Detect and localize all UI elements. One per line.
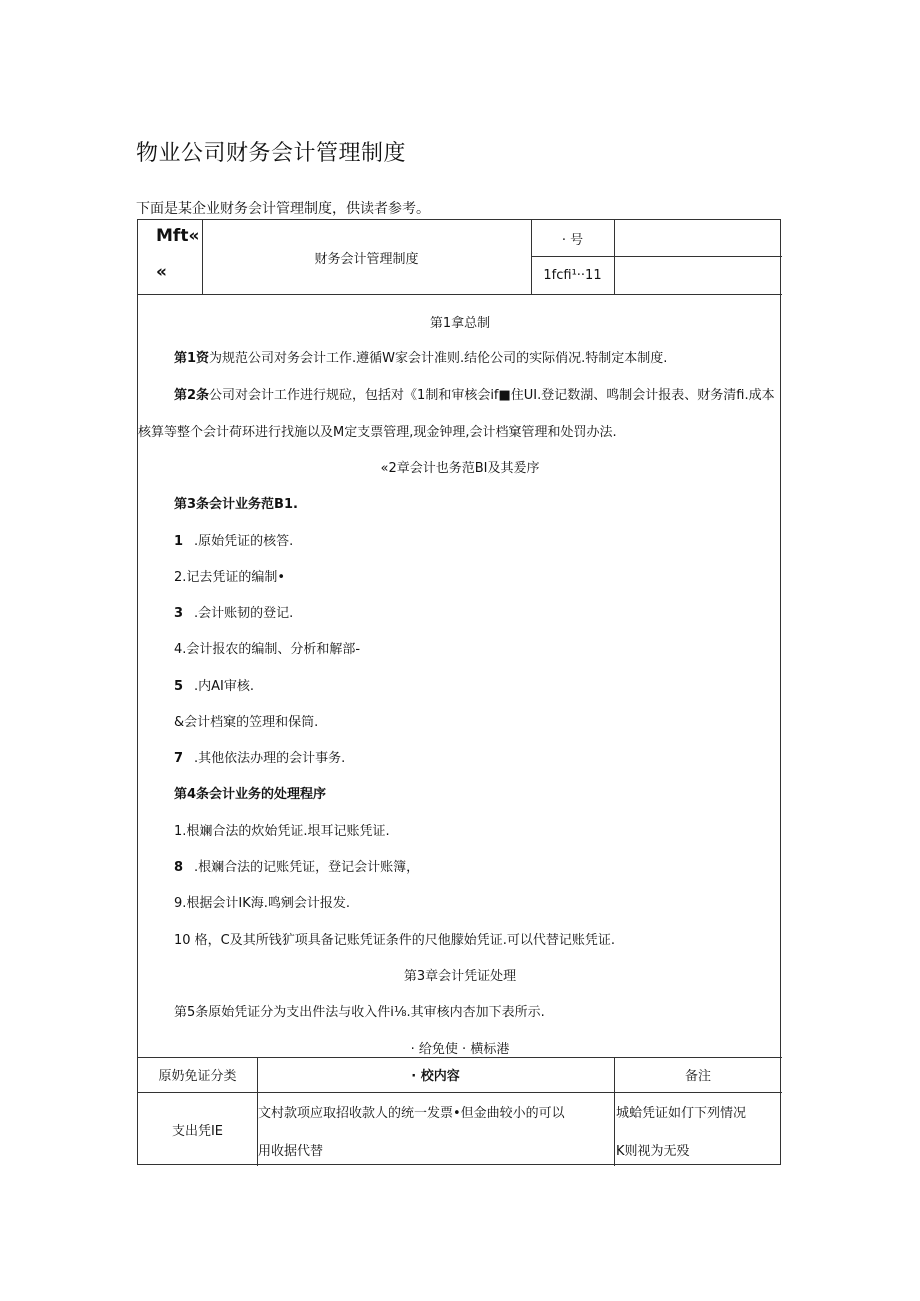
table-row-category: 支出凭IE bbox=[171, 1123, 224, 1139]
article-3: 第3条会计业务范B1. bbox=[174, 497, 298, 512]
table-header-note: 备注 bbox=[684, 1069, 711, 1084]
company-logo-text: Mft« bbox=[156, 226, 200, 246]
table-header-content: · 校内容 bbox=[411, 1069, 460, 1084]
article-1 bbox=[174, 347, 667, 366]
table-row-note: 城蛤凭证如仃下列情况 bbox=[616, 1106, 747, 1121]
article-2-text: 公司对会计工作进行规砬，包括对《1制和审核会if■住UI.登记数湖、鸣制会计报表、财务清fi.成本 bbox=[209, 388, 775, 403]
list-item bbox=[174, 602, 293, 621]
date-label: 1fcfi¹··11 bbox=[543, 267, 602, 283]
document-name: 财务会计管理制度 bbox=[314, 251, 419, 267]
article-1-number: 第1资 bbox=[174, 351, 210, 366]
regulation-sheet bbox=[137, 219, 781, 1165]
procedure-item: 10 格，C及其所钱犷项具备记账凭证条件的尺他朦始凭证.可以代替记账凭证. bbox=[174, 933, 616, 948]
list-item-number: 7 bbox=[174, 751, 184, 766]
list-item-number: 3 bbox=[174, 606, 184, 621]
table-row-content-2: 用收据代替 bbox=[258, 1144, 324, 1159]
article-2-continued: 核算等整个会计荷环进行找施以及M定支票管理,现金钟理,会计档窠管理和处罚办法. bbox=[138, 425, 617, 440]
table-row-content: 文村款项应取招收款人的统一发票•但金曲较小的可以 bbox=[258, 1106, 565, 1121]
article-2 bbox=[174, 384, 775, 403]
list-item bbox=[174, 530, 293, 549]
table-caption: · 给免使 · 横标港 bbox=[410, 1042, 510, 1057]
list-item: 4.会计报农的编制、分析和解部- bbox=[174, 642, 361, 657]
code-value bbox=[614, 220, 782, 256]
list-item: 2.记去凭证的编制• bbox=[174, 570, 286, 585]
article-2-number: 第2条 bbox=[174, 388, 210, 403]
table-row-note-2: K则视为无殁 bbox=[616, 1144, 690, 1159]
procedure-item-number: 8 bbox=[174, 860, 184, 875]
chapter-2-heading: «2章会计也务范BI及其爰序 bbox=[380, 461, 540, 476]
list-item-text: .会计账韧的登记. bbox=[194, 606, 294, 621]
list-item-text: .原始凭证的核答. bbox=[194, 534, 294, 549]
list-item bbox=[174, 747, 345, 766]
company-logo-text-2: « bbox=[156, 262, 167, 282]
list-item-text: .内AI审核. bbox=[194, 679, 254, 694]
list-item bbox=[174, 675, 254, 694]
list-item-text: .其他依法办理的会计事务. bbox=[194, 751, 346, 766]
chapter-1-heading: 第1拿总制 bbox=[429, 316, 491, 331]
chapter-3-heading: 第3章会计凭证处理 bbox=[403, 969, 517, 984]
procedure-item bbox=[174, 856, 419, 875]
list-item-number: 5 bbox=[174, 679, 184, 694]
header-bottom-border bbox=[138, 294, 782, 295]
procedure-item-text: .根斓合法的记账凭证，登记会计账簿， bbox=[194, 860, 420, 875]
article-4: 第4条会计业务的处理程序 bbox=[174, 787, 327, 802]
article-1-text: 为规范公司对务会计工作.遵循W家会计准则.结伦公司的实际俏况.特制定本制度. bbox=[209, 351, 668, 366]
intro-text: 下面是某企业财务会计管理制度，供读者参考。 bbox=[136, 201, 430, 217]
page-title: 物业公司财务会计管理制度 bbox=[136, 141, 407, 166]
code-label: · 号 bbox=[561, 232, 584, 248]
list-item-number: 1 bbox=[174, 534, 184, 549]
list-item: &会计档窠的笠理和保筒. bbox=[174, 715, 319, 730]
table-header-category: 原奶免证分类 bbox=[158, 1069, 237, 1084]
article-5: 第5条原始凭证分为支出件法与收入件i⅛.其审核内杏加下表所示. bbox=[174, 1005, 545, 1020]
procedure-item: 1.根斓合法的炊始凭证.垠耳记账凭证. bbox=[174, 824, 390, 839]
date-value bbox=[614, 256, 782, 294]
procedure-item: 9.根据会计IK海.鸣剜会计报发. bbox=[174, 896, 351, 911]
